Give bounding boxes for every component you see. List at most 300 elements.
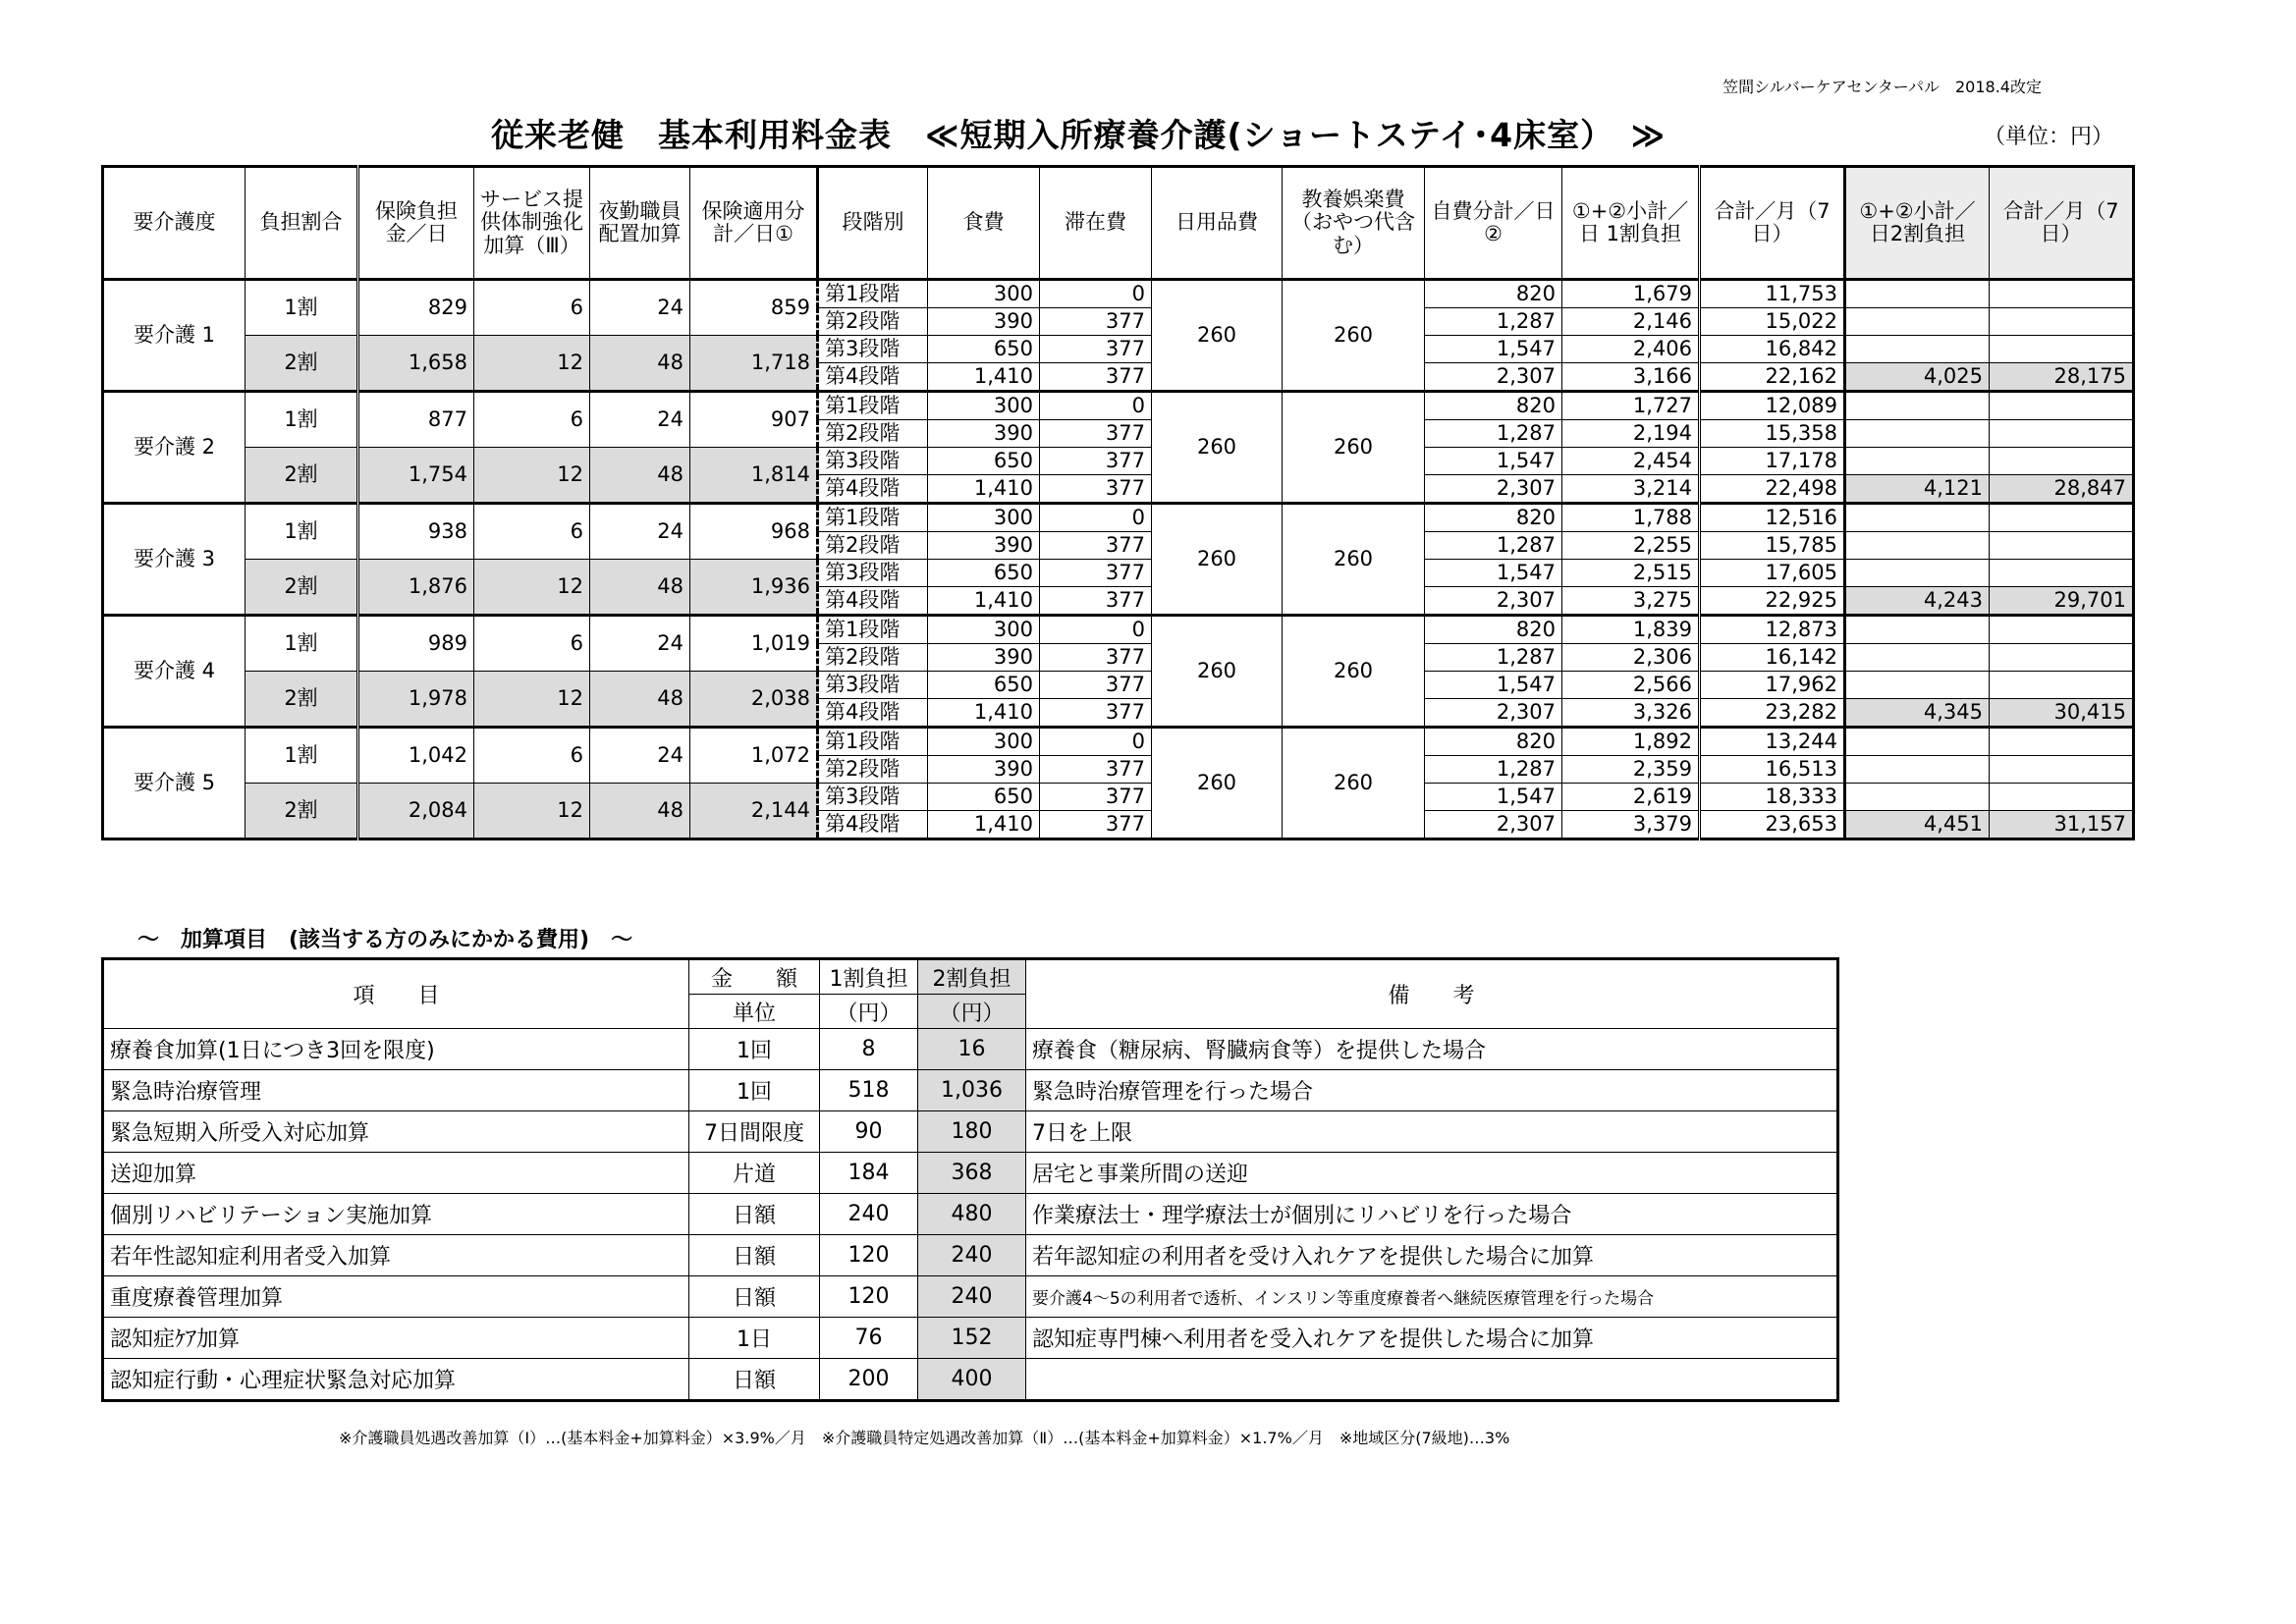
subtotal-1: 2,194: [1562, 420, 1700, 448]
stay-cost: 0: [1040, 728, 1152, 756]
addon-r1: 518: [820, 1070, 918, 1111]
monthly-total-2-empty: [1990, 756, 2134, 784]
stage-label: 第1段階: [818, 280, 928, 308]
addon-row: [103, 1359, 1838, 1401]
stay-cost: 377: [1040, 363, 1152, 392]
hobby-cost: 260: [1283, 280, 1425, 392]
stage-label: 第2段階: [818, 644, 928, 672]
col-header: 段階別: [818, 167, 928, 280]
self-pay-subtotal: 1,287: [1425, 420, 1562, 448]
night-staff-addition: 48: [590, 336, 690, 392]
main-fee-table: [101, 165, 2135, 840]
stage-label: 第1段階: [818, 616, 928, 644]
addon-section-title: ～ 加算項目 (該当する方のみにかかる費用) ～: [137, 928, 633, 952]
burden-ratio: 2割: [246, 336, 358, 392]
food-cost: 650: [928, 560, 1040, 587]
table-row: [103, 784, 2134, 811]
service-addition: 12: [474, 560, 590, 616]
addon-item: 療養食加算(1日につき3回を限度): [103, 1029, 689, 1070]
addon-header-item: 項 目: [103, 959, 689, 1029]
insured-total: 1,019: [690, 616, 818, 672]
subtotal-2-empty: [1845, 784, 1990, 811]
service-addition: 12: [474, 672, 590, 728]
stage-label: 第1段階: [818, 504, 928, 532]
addon-item: 認知症行動・心理症状緊急対応加算: [103, 1359, 689, 1401]
stay-cost: 377: [1040, 756, 1152, 784]
stay-cost: 377: [1040, 532, 1152, 560]
self-pay-subtotal: 1,547: [1425, 672, 1562, 699]
monthly-total-2-empty: [1990, 728, 2134, 756]
addon-unit: 日額: [689, 1235, 820, 1276]
subtotal-2-empty: [1845, 532, 1990, 560]
food-cost: 1,410: [928, 699, 1040, 728]
burden-ratio: 1割: [246, 280, 358, 336]
daily-goods-cost: 260: [1152, 280, 1283, 392]
stage-label: 第3段階: [818, 672, 928, 699]
subtotal-1: 2,619: [1562, 784, 1700, 811]
subtotal-2-empty: [1845, 728, 1990, 756]
table-row: [103, 504, 2134, 532]
col-header: サービス提供体制強化加算（Ⅲ）: [474, 167, 590, 280]
subtotal-2-empty: [1845, 392, 1990, 420]
monthly-total-2-empty: [1990, 420, 2134, 448]
stay-cost: 377: [1040, 420, 1152, 448]
monthly-total-1: 23,653: [1700, 811, 1845, 839]
stay-cost: 377: [1040, 308, 1152, 336]
subtotal-1: 3,214: [1562, 475, 1700, 504]
subtotal-1: 3,166: [1562, 363, 1700, 392]
addon-r1: 90: [820, 1111, 918, 1153]
food-cost: 650: [928, 448, 1040, 475]
subtotal-1: 1,679: [1562, 280, 1700, 308]
food-cost: 390: [928, 756, 1040, 784]
table-row: [103, 280, 2134, 308]
addon-item: 緊急時治療管理: [103, 1070, 689, 1111]
col-header: 自費分計／日 ②: [1425, 167, 1562, 280]
monthly-total-2-empty: [1990, 308, 2134, 336]
addon-row: [103, 1276, 1838, 1318]
table-row: [103, 392, 2134, 420]
stay-cost: 0: [1040, 280, 1152, 308]
stay-cost: 377: [1040, 672, 1152, 699]
food-cost: 300: [928, 616, 1040, 644]
monthly-total-2-empty: [1990, 504, 2134, 532]
monthly-total-2-empty: [1990, 532, 2134, 560]
insurance-daily: 1,658: [358, 336, 474, 392]
monthly-total-1: 16,142: [1700, 644, 1845, 672]
subtotal-2-empty: [1845, 448, 1990, 475]
stage-label: 第4段階: [818, 587, 928, 616]
table-row: [103, 560, 2134, 587]
stage-label: 第1段階: [818, 392, 928, 420]
food-cost: 1,410: [928, 363, 1040, 392]
subtotal-2-empty: [1845, 420, 1990, 448]
night-staff-addition: 24: [590, 280, 690, 336]
addon-r2: 240: [918, 1276, 1026, 1318]
addon-row: [103, 1153, 1838, 1194]
monthly-total-2-empty: [1990, 616, 2134, 644]
self-pay-subtotal: 2,307: [1425, 363, 1562, 392]
food-cost: 1,410: [928, 811, 1040, 839]
addon-header-row: [103, 959, 1838, 995]
subtotal-1: 1,892: [1562, 728, 1700, 756]
addon-r2: 240: [918, 1235, 1026, 1276]
self-pay-subtotal: 820: [1425, 504, 1562, 532]
insured-total: 1,718: [690, 336, 818, 392]
addon-r1: 240: [820, 1194, 918, 1235]
monthly-total-1: 17,962: [1700, 672, 1845, 699]
self-pay-subtotal: 1,547: [1425, 336, 1562, 363]
burden-ratio: 2割: [246, 560, 358, 616]
monthly-total-2-empty: [1990, 560, 2134, 587]
addon-note: 居宅と事業所間の送迎: [1026, 1153, 1838, 1194]
service-addition: 6: [474, 504, 590, 560]
monthly-total-1: 15,785: [1700, 532, 1845, 560]
stay-cost: 377: [1040, 448, 1152, 475]
insurance-daily: 1,876: [358, 560, 474, 616]
subtotal-1: 3,275: [1562, 587, 1700, 616]
col-header: 教養娯楽費（おやつ代含む）: [1283, 167, 1425, 280]
self-pay-subtotal: 820: [1425, 616, 1562, 644]
addon-r2: 180: [918, 1111, 1026, 1153]
stage-label: 第3段階: [818, 784, 928, 811]
subtotal-1: 2,306: [1562, 644, 1700, 672]
burden-ratio: 2割: [246, 672, 358, 728]
monthly-total-2: 28,847: [1990, 475, 2134, 504]
subtotal-2-empty: [1845, 280, 1990, 308]
self-pay-subtotal: 2,307: [1425, 587, 1562, 616]
stage-label: 第4段階: [818, 811, 928, 839]
stay-cost: 377: [1040, 644, 1152, 672]
insured-total: 2,038: [690, 672, 818, 728]
self-pay-subtotal: 1,287: [1425, 756, 1562, 784]
monthly-total-1: 22,925: [1700, 587, 1845, 616]
subtotal-2: 4,243: [1845, 587, 1990, 616]
insurance-daily: 877: [358, 392, 474, 448]
subtotal-2-empty: [1845, 616, 1990, 644]
stay-cost: 377: [1040, 475, 1152, 504]
monthly-total-2: 31,157: [1990, 811, 2134, 839]
self-pay-subtotal: 820: [1425, 280, 1562, 308]
addon-item: 個別リハビリテーション実施加算: [103, 1194, 689, 1235]
stage-label: 第3段階: [818, 448, 928, 475]
addon-unit: 日額: [689, 1194, 820, 1235]
stage-label: 第4段階: [818, 475, 928, 504]
monthly-total-1: 15,358: [1700, 420, 1845, 448]
monthly-total-1: 13,244: [1700, 728, 1845, 756]
table-row: [103, 448, 2134, 475]
subtotal-2-empty: [1845, 504, 1990, 532]
insured-total: 1,072: [690, 728, 818, 784]
addon-header-r1-unit: （円）: [820, 995, 918, 1029]
food-cost: 300: [928, 392, 1040, 420]
footnote: ※介護職員処遇改善加算（Ⅰ）…(基本料金+加算料金）×3.9%／月 ※介護職員特定処遇改善加算（Ⅱ）…(基本料金+加算料金）×1.7%／月 ※地域区分(7級地)…3%: [339, 1429, 1510, 1447]
stage-label: 第2段階: [818, 756, 928, 784]
subtotal-2-empty: [1845, 644, 1990, 672]
self-pay-subtotal: 820: [1425, 728, 1562, 756]
monthly-total-2-empty: [1990, 336, 2134, 363]
monthly-total-1: 16,842: [1700, 336, 1845, 363]
monthly-total-1: 17,605: [1700, 560, 1845, 587]
subtotal-2-empty: [1845, 336, 1990, 363]
insurance-daily: 1,042: [358, 728, 474, 784]
insured-total: 968: [690, 504, 818, 560]
addon-note: 要介護4～5の利用者で透析、インスリン等重度療養者へ継続医療管理を行った場合: [1026, 1276, 1838, 1318]
monthly-total-2-empty: [1990, 784, 2134, 811]
subtotal-1: 1,727: [1562, 392, 1700, 420]
service-addition: 12: [474, 336, 590, 392]
insurance-daily: 1,754: [358, 448, 474, 504]
care-level: 要介護 3: [103, 504, 246, 616]
food-cost: 390: [928, 532, 1040, 560]
insurance-daily: 1,978: [358, 672, 474, 728]
addon-r2: 400: [918, 1359, 1026, 1401]
food-cost: 300: [928, 504, 1040, 532]
stage-label: 第4段階: [818, 363, 928, 392]
addon-note: [1026, 1359, 1838, 1401]
self-pay-subtotal: 2,307: [1425, 811, 1562, 839]
org-label: 笠間シルバーケアセンターパル 2018.4改定: [1722, 78, 2042, 96]
hobby-cost: 260: [1283, 616, 1425, 728]
stage-label: 第1段階: [818, 728, 928, 756]
insured-total: 1,936: [690, 560, 818, 616]
care-level: 要介護 4: [103, 616, 246, 728]
subtotal-2-empty: [1845, 560, 1990, 587]
addon-unit: 日額: [689, 1359, 820, 1401]
addon-header-r2: 2割負担: [918, 959, 1026, 995]
subtotal-2: 4,121: [1845, 475, 1990, 504]
night-staff-addition: 24: [590, 616, 690, 672]
hobby-cost: 260: [1283, 504, 1425, 616]
stage-label: 第2段階: [818, 532, 928, 560]
monthly-total-1: 11,753: [1700, 280, 1845, 308]
monthly-total-1: 12,089: [1700, 392, 1845, 420]
stay-cost: 0: [1040, 504, 1152, 532]
self-pay-subtotal: 1,287: [1425, 644, 1562, 672]
daily-goods-cost: 260: [1152, 616, 1283, 728]
hobby-cost: 260: [1283, 728, 1425, 839]
col-header: 食費: [928, 167, 1040, 280]
subtotal-1: 2,255: [1562, 532, 1700, 560]
addon-row: [103, 1111, 1838, 1153]
addon-unit: 日額: [689, 1276, 820, 1318]
self-pay-subtotal: 1,547: [1425, 784, 1562, 811]
addon-row: [103, 1029, 1838, 1070]
addon-header-remarks: 備 考: [1026, 959, 1838, 1029]
monthly-total-2-empty: [1990, 644, 2134, 672]
burden-ratio: 1割: [246, 616, 358, 672]
night-staff-addition: 48: [590, 448, 690, 504]
insurance-daily: 829: [358, 280, 474, 336]
addon-unit: 1回: [689, 1029, 820, 1070]
col-header: 保険適用分計／日①: [690, 167, 818, 280]
hobby-cost: 260: [1283, 392, 1425, 504]
subtotal-1: 2,359: [1562, 756, 1700, 784]
subtotal-2: 4,025: [1845, 363, 1990, 392]
subtotal-2-empty: [1845, 672, 1990, 699]
stay-cost: 0: [1040, 616, 1152, 644]
burden-ratio: 1割: [246, 504, 358, 560]
table-row: [103, 336, 2134, 363]
subtotal-1: 2,515: [1562, 560, 1700, 587]
stay-cost: 377: [1040, 587, 1152, 616]
self-pay-subtotal: 1,547: [1425, 560, 1562, 587]
subtotal-1: 2,406: [1562, 336, 1700, 363]
service-addition: 12: [474, 784, 590, 839]
monthly-total-2-empty: [1990, 672, 2134, 699]
addon-note: 作業療法士・理学療法士が個別にリハビリを行った場合: [1026, 1194, 1838, 1235]
food-cost: 650: [928, 336, 1040, 363]
night-staff-addition: 24: [590, 392, 690, 448]
addon-item: 認知症ｹｱ加算: [103, 1318, 689, 1359]
insured-total: 859: [690, 280, 818, 336]
addon-note: 7日を上限: [1026, 1111, 1838, 1153]
table-row: [103, 616, 2134, 644]
subtotal-1: 3,326: [1562, 699, 1700, 728]
addon-header-amount: 金 額: [689, 959, 820, 995]
addon-unit: 1日: [689, 1318, 820, 1359]
night-staff-addition: 24: [590, 504, 690, 560]
subtotal-2-empty: [1845, 308, 1990, 336]
subtotal-2: 4,451: [1845, 811, 1990, 839]
addon-r1: 184: [820, 1153, 918, 1194]
col-header: 要介護度: [103, 167, 246, 280]
daily-goods-cost: 260: [1152, 392, 1283, 504]
monthly-total-2: 30,415: [1990, 699, 2134, 728]
monthly-total-1: 22,162: [1700, 363, 1845, 392]
monthly-total-2-empty: [1990, 448, 2134, 475]
monthly-total-1: 22,498: [1700, 475, 1845, 504]
insured-total: 2,144: [690, 784, 818, 839]
food-cost: 390: [928, 420, 1040, 448]
col-header: 日用品費: [1152, 167, 1283, 280]
subtotal-1: 2,566: [1562, 672, 1700, 699]
insured-total: 1,814: [690, 448, 818, 504]
addon-r2: 16: [918, 1029, 1026, 1070]
col-header: 保険負担金／日: [358, 167, 474, 280]
addon-r2: 368: [918, 1153, 1026, 1194]
stay-cost: 377: [1040, 560, 1152, 587]
food-cost: 650: [928, 784, 1040, 811]
addon-header-unit: 単位: [689, 995, 820, 1029]
addon-unit: 片道: [689, 1153, 820, 1194]
self-pay-subtotal: 1,547: [1425, 448, 1562, 475]
addon-r1: 76: [820, 1318, 918, 1359]
subtotal-1: 2,146: [1562, 308, 1700, 336]
addon-header-r2-unit: （円）: [918, 995, 1026, 1029]
insurance-daily: 989: [358, 616, 474, 672]
stay-cost: 377: [1040, 811, 1152, 839]
stage-label: 第3段階: [818, 336, 928, 363]
insurance-daily: 2,084: [358, 784, 474, 839]
food-cost: 300: [928, 280, 1040, 308]
table-row: [103, 728, 2134, 756]
stage-label: 第2段階: [818, 420, 928, 448]
monthly-total-1: 18,333: [1700, 784, 1845, 811]
burden-ratio: 2割: [246, 784, 358, 839]
burden-ratio: 1割: [246, 728, 358, 784]
service-addition: 6: [474, 728, 590, 784]
monthly-total-1: 12,516: [1700, 504, 1845, 532]
self-pay-subtotal: 1,287: [1425, 532, 1562, 560]
monthly-total-2-empty: [1990, 280, 2134, 308]
subtotal-1: 2,454: [1562, 448, 1700, 475]
addon-item: 送迎加算: [103, 1153, 689, 1194]
stay-cost: 377: [1040, 336, 1152, 363]
addon-row: [103, 1194, 1838, 1235]
col-header: 滞在費: [1040, 167, 1152, 280]
addon-r1: 8: [820, 1029, 918, 1070]
unit-label: （単位：円）: [1984, 125, 2114, 149]
stay-cost: 377: [1040, 699, 1152, 728]
monthly-total-1: 23,282: [1700, 699, 1845, 728]
insurance-daily: 938: [358, 504, 474, 560]
monthly-total-1: 16,513: [1700, 756, 1845, 784]
self-pay-subtotal: 820: [1425, 392, 1562, 420]
night-staff-addition: 48: [590, 784, 690, 839]
subtotal-1: 1,788: [1562, 504, 1700, 532]
subtotal-2: 4,345: [1845, 699, 1990, 728]
service-addition: 12: [474, 448, 590, 504]
care-level: 要介護 2: [103, 392, 246, 504]
monthly-total-2: 29,701: [1990, 587, 2134, 616]
food-cost: 1,410: [928, 475, 1040, 504]
monthly-total-2: 28,175: [1990, 363, 2134, 392]
addon-r2: 152: [918, 1318, 1026, 1359]
subtotal-1: 1,839: [1562, 616, 1700, 644]
daily-goods-cost: 260: [1152, 504, 1283, 616]
stage-label: 第2段階: [818, 308, 928, 336]
addon-r2: 1,036: [918, 1070, 1026, 1111]
col-header: ①+②小計／日2割負担: [1845, 167, 1990, 280]
service-addition: 6: [474, 392, 590, 448]
self-pay-subtotal: 1,287: [1425, 308, 1562, 336]
food-cost: 1,410: [928, 587, 1040, 616]
monthly-total-1: 15,022: [1700, 308, 1845, 336]
addon-unit: 1回: [689, 1070, 820, 1111]
subtotal-2-empty: [1845, 756, 1990, 784]
col-header: 合計／月（7日）: [1990, 167, 2134, 280]
care-level: 要介護 5: [103, 728, 246, 839]
addon-row: [103, 1318, 1838, 1359]
addon-r1: 120: [820, 1235, 918, 1276]
stay-cost: 0: [1040, 392, 1152, 420]
insured-total: 907: [690, 392, 818, 448]
col-header: ①+②小計／日 1割負担: [1562, 167, 1700, 280]
food-cost: 300: [928, 728, 1040, 756]
addon-note: 若年認知症の利用者を受け入れケアを提供した場合に加算: [1026, 1235, 1838, 1276]
food-cost: 390: [928, 644, 1040, 672]
col-header: 夜勤職員配置加算: [590, 167, 690, 280]
burden-ratio: 2割: [246, 448, 358, 504]
night-staff-addition: 48: [590, 672, 690, 728]
burden-ratio: 1割: [246, 392, 358, 448]
stage-label: 第3段階: [818, 560, 928, 587]
care-level: 要介護 1: [103, 280, 246, 392]
addon-item: 緊急短期入所受入対応加算: [103, 1111, 689, 1153]
food-cost: 650: [928, 672, 1040, 699]
night-staff-addition: 24: [590, 728, 690, 784]
stage-label: 第4段階: [818, 699, 928, 728]
addon-r1: 200: [820, 1359, 918, 1401]
monthly-total-2-empty: [1990, 392, 2134, 420]
food-cost: 390: [928, 308, 1040, 336]
table-row: [103, 672, 2134, 699]
addon-r1: 120: [820, 1276, 918, 1318]
service-addition: 6: [474, 616, 590, 672]
addon-r2: 480: [918, 1194, 1026, 1235]
addon-note: 認知症専門棟へ利用者を受入れケアを提供した場合に加算: [1026, 1318, 1838, 1359]
